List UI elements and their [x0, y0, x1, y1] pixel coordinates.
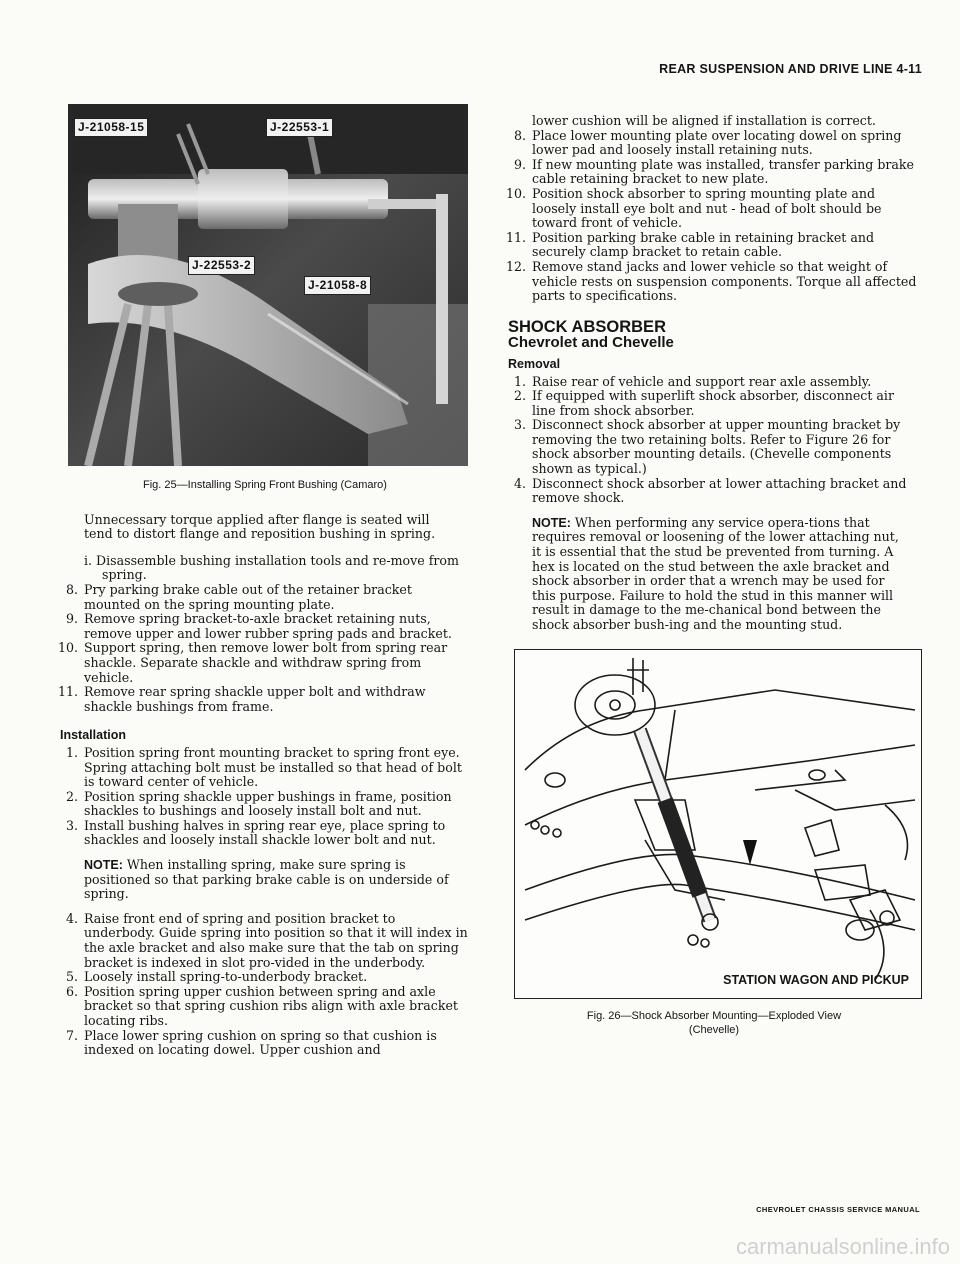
installation-steps-list-b	[60, 912, 470, 1058]
list-item: 11. Position parking brake cable in retaining bracket and securely clamp bracket to retain cable.	[505, 229, 875, 260]
section-heading-shock-absorber: SHOCK ABSORBER	[508, 317, 666, 336]
figure-26-label: STATION WAGON AND PICKUP	[723, 973, 909, 987]
watermark: carmanualsonline.info	[735, 1234, 950, 1259]
list-item: 4. Raise front end of spring and position bracket to underbody. Guide spring into position so that it will index in the axle bracket and also make sure that the tab on spring bracket is indexed in slot pro-vided in the underbody.	[65, 910, 468, 970]
figure-26-diagram	[514, 649, 922, 999]
shock-note: NOTE: When performing any service opera-tions that requires removal or loosening of the lower attaching nut, it is essential that the stud be prevented from turning. A hex is located on the stud between the axle bracket and shock absorber in order that a wrench may be used for this purpose. Failure to hold the stud in this manner will result in damage to the me-chanical bond between the shock absorber bush-ing and the mounting stud.	[532, 514, 899, 632]
figure-26-caption: Fig. 26—Shock Absorber Mounting—Exploded View (Chevelle)	[586, 1009, 842, 1036]
list-item: 6. Position spring upper cushion between spring and axle bracket so that spring cushion ribs align with axle bracket locating ribs.	[65, 983, 458, 1028]
list-item: 2. Position spring shackle upper bushings in frame, position shackles to bushings and loosely install bolt and nut.	[65, 788, 452, 819]
shock-absorber-exploded-view	[515, 650, 922, 999]
installation-steps-list-c	[505, 127, 920, 304]
subsection-heading: Chevrolet and Chevelle	[508, 334, 674, 352]
continued-paragraph: lower cushion will be aligned if installation is correct.	[532, 113, 876, 128]
list-item: 4. Disconnect shock absorber at lower attaching bracket and remove shock.	[513, 475, 907, 506]
figure-25-caption: Fig. 25—Installing Spring Front Bushing (Camaro)	[143, 479, 387, 491]
intro-paragraph: Unnecessary torque applied after flange is seated will tend to distort flange and reposition bushing in spring.	[84, 511, 436, 542]
manual-footer: CHEVROLET CHASSIS SERVICE MANUAL	[756, 1205, 920, 1214]
installation-heading: Installation	[60, 728, 126, 743]
list-item: 1. Position spring front mounting bracket to spring front eye. Spring attaching bolt must be installed so that head of bolt is toward center of vehicle.	[65, 744, 462, 790]
list-item: 10. Support spring, then remove lower bolt from spring rear shackle. Separate shackle and withdraw spring from vehicle.	[57, 640, 448, 685]
list-item: 8. Place lower mounting plate over locating dowel on spring lower pad and loosely install retaining nuts.	[513, 127, 902, 158]
list-item: 9. Remove spring bracket-to-axle bracket retaining nuts, remove upper and lower rubber spring pads and bracket.	[65, 611, 452, 641]
list-item: 8. Pry parking brake cable out of the retainer bracket mounted on the spring mounting plate.	[65, 581, 412, 612]
right-column	[505, 113, 920, 1037]
list-item: 11. Remove rear spring shackle upper bolt and withdraw shackle bushings from frame.	[57, 684, 426, 714]
installation-steps-list-a	[60, 746, 470, 848]
removal-heading: Removal	[508, 356, 561, 371]
list-item: 9. If new mounting plate was installed, transfer parking brake cable retaining bracket to new plate.	[513, 156, 915, 187]
sub-step-i: i. Disassemble bushing installation tools and re-move from spring.	[84, 552, 459, 583]
list-item: 3. Install bushing halves in spring rear eye, place spring to shackles and loosely install shackle lower bolt and nut.	[65, 817, 446, 848]
bushing-tool-illustration	[68, 104, 468, 466]
page-header: REAR SUSPENSION AND DRIVE LINE 4-11	[659, 62, 922, 76]
removal-steps-list	[57, 581, 470, 714]
list-item: 2. If equipped with superlift shock absorber, disconnect air line from shock absorber.	[513, 388, 894, 418]
figure-25-photo	[68, 104, 468, 466]
tool-label-j-22553-1: J-22553-1	[266, 118, 333, 137]
list-item: 10. Position shock absorber to spring mounting plate and loosely install eye bolt and nut - head of bolt should be toward front of vehicle.	[505, 185, 882, 231]
tool-label-j-21058-8: J-21058-8	[304, 276, 371, 295]
list-item: 7. Place lower spring cushion on spring so that cushion is indexed on locating dowel. Upper cushion and	[65, 1027, 437, 1058]
list-item: 5. Loosely install spring-to-underbody bracket.	[65, 969, 368, 985]
left-column	[57, 104, 470, 1058]
list-item: 12. Remove stand jacks and lower vehicle so that weight of vehicle rests on suspension components. Torque all affected parts to specifications.	[505, 258, 917, 304]
list-item: 1. Raise rear of vehicle and support rear axle assembly.	[513, 373, 872, 389]
installation-note: NOTE: When installing spring, make sure spring is positioned so that parking brake cable is on underside of spring.	[84, 857, 449, 902]
shock-removal-steps-list	[508, 375, 920, 506]
tool-label-j-22553-2: J-22553-2	[188, 256, 255, 275]
tool-label-j-21058-15: J-21058-15	[74, 118, 148, 137]
list-item: 3. Disconnect shock absorber at upper mounting bracket by removing the two retaining bolts. Refer to Figure 26 for shock absorber mounting details. (Chevelle components shown as typical.)	[513, 417, 901, 477]
